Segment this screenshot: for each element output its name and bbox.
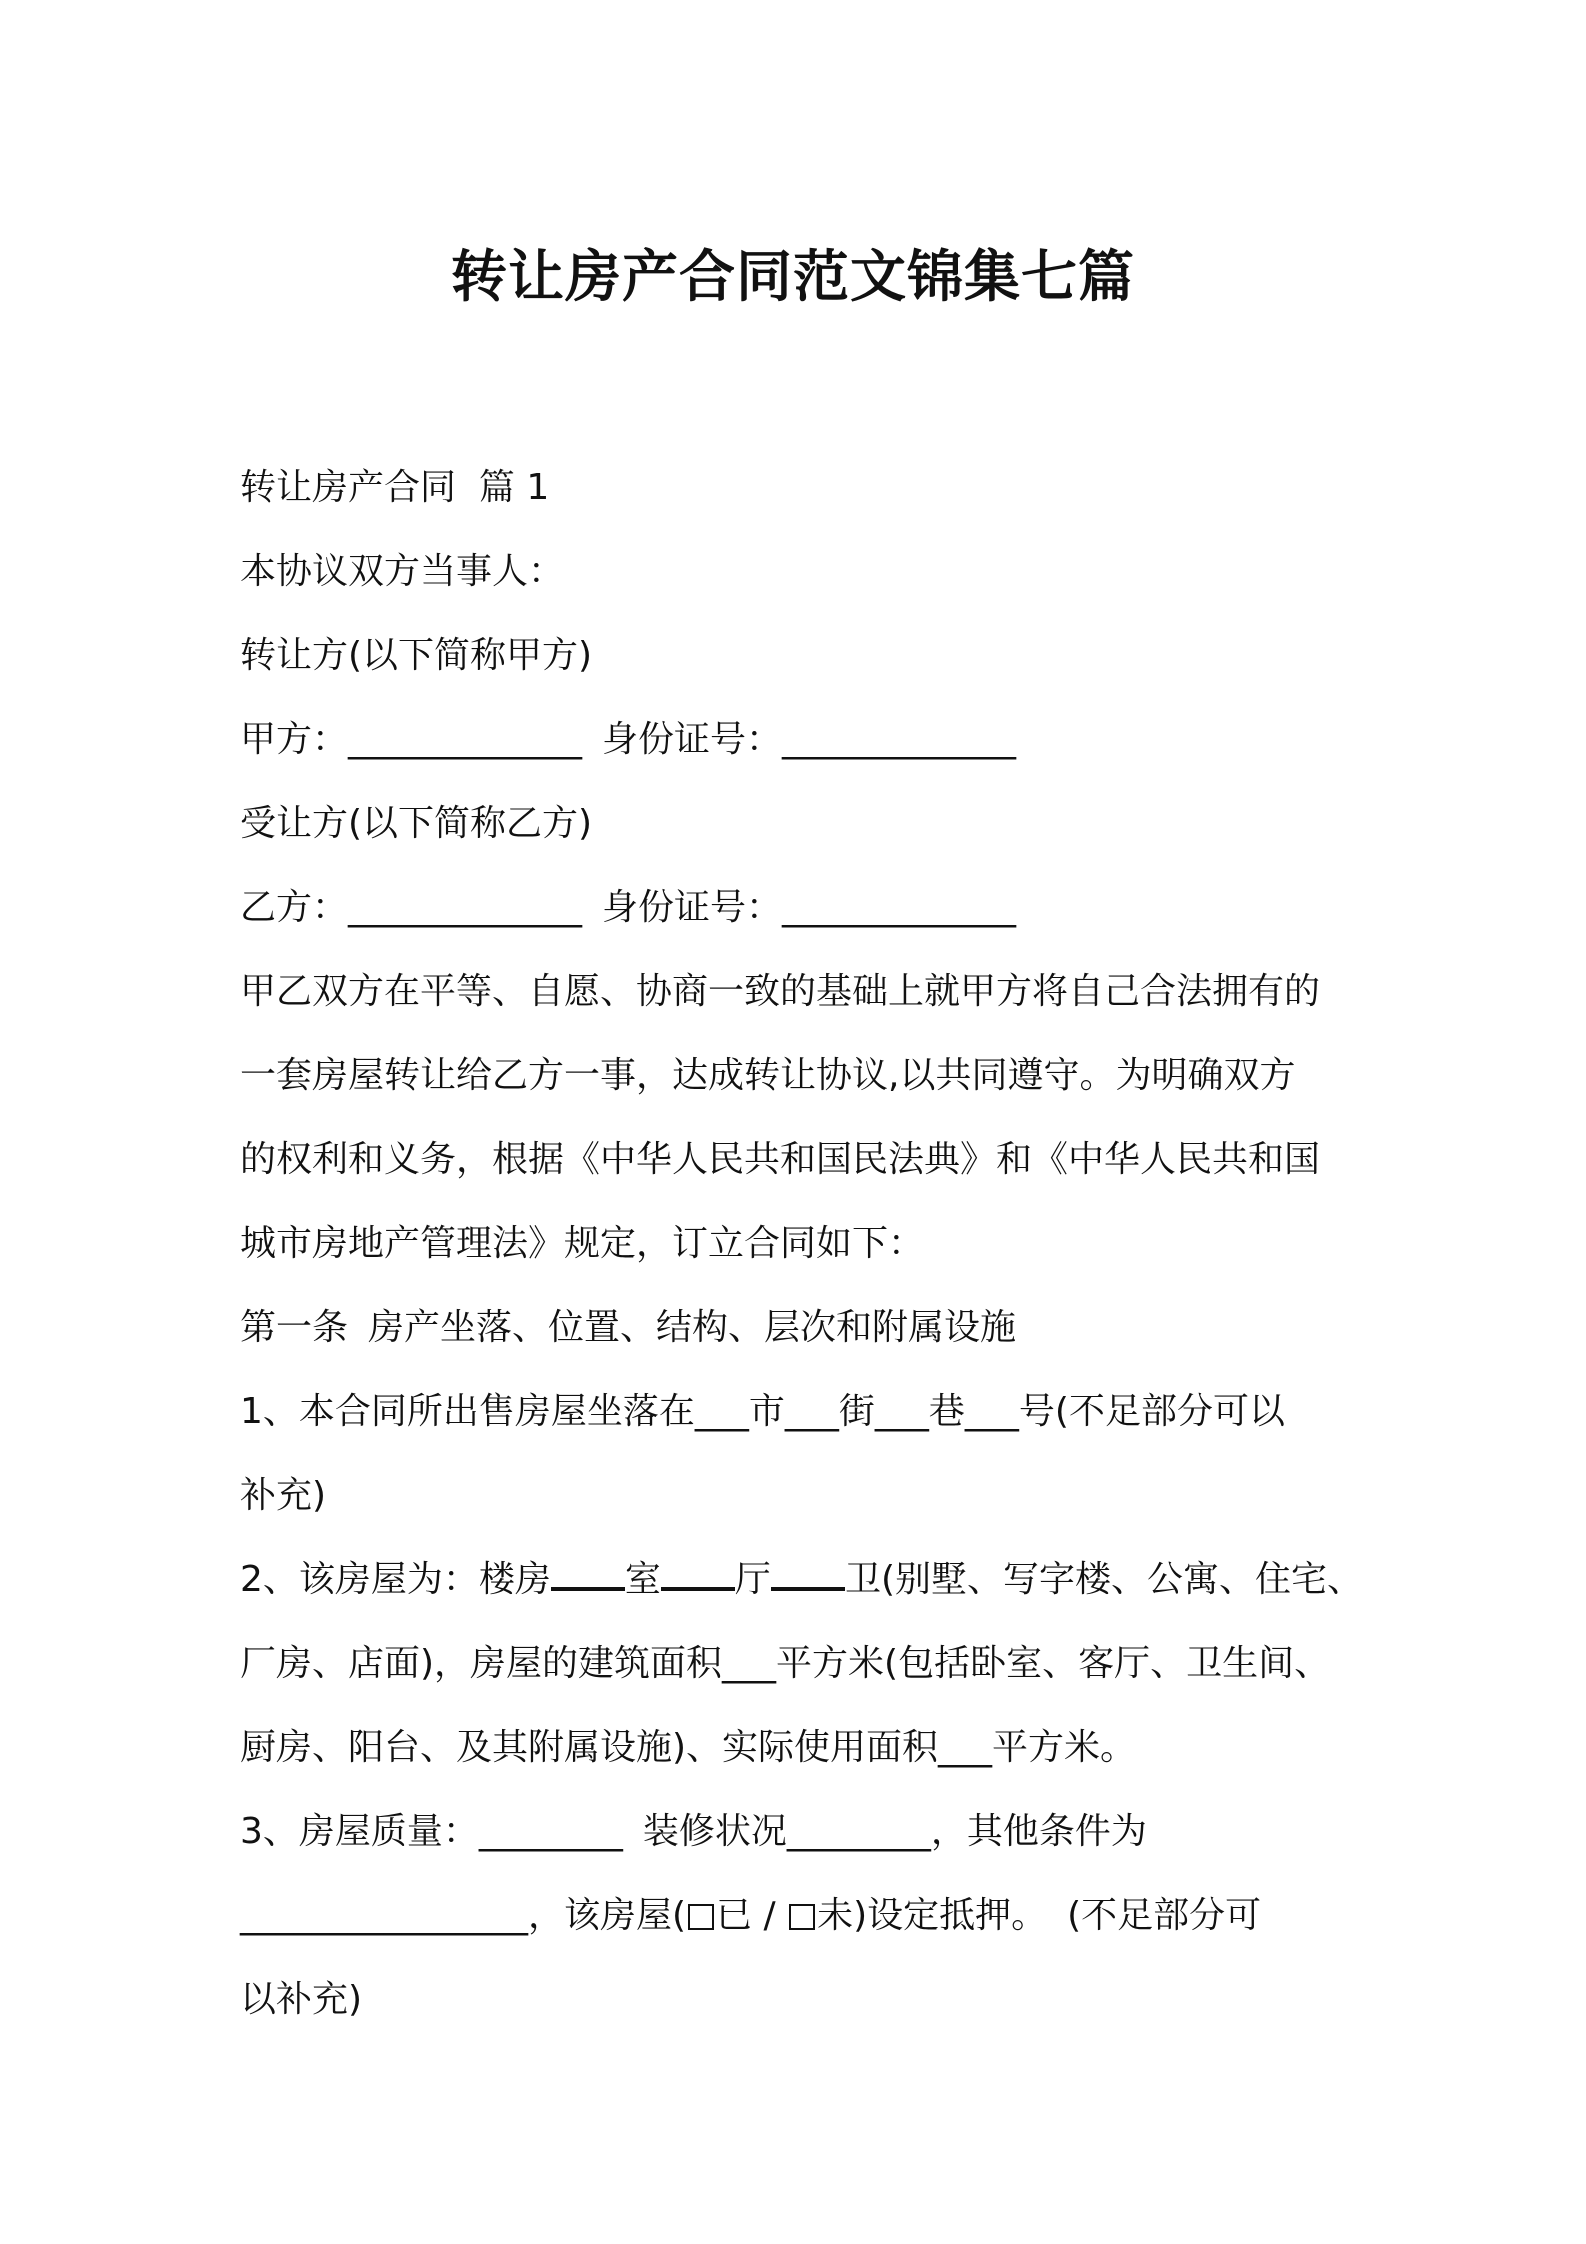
party-a-id-blank: _____________	[782, 719, 1017, 760]
document-body	[240, 446, 1363, 2042]
clause-2-bath: 卫(别墅、写字楼、公寓、住宅、	[844, 1559, 1363, 1600]
clause-3-line-1	[240, 1790, 1360, 1874]
hall-count-blank	[661, 1561, 735, 1591]
party-a-name-blank: _____________	[348, 719, 583, 760]
transferor-intro: 转让方(以下简称甲方)	[240, 635, 593, 676]
parties-intro: 本协议双方当事人：	[240, 551, 565, 592]
mortgage-yes-label: 已	[716, 1895, 753, 1936]
party-b-line	[240, 866, 1360, 950]
clause-3-line-2-start: ________________，该房屋(	[240, 1895, 687, 1936]
party-b-id-label: 身份证号：	[602, 887, 783, 928]
clause-3-line-2	[240, 1874, 1360, 1958]
party-a-label: 甲方：	[240, 719, 349, 760]
clause-2-room: 室	[624, 1559, 661, 1600]
clause-3-line-2-end: )设定抵押。	[853, 1895, 1048, 1936]
bath-count-blank	[771, 1561, 845, 1591]
clause-3-quality: 3、房屋质量：________	[240, 1811, 623, 1852]
article-1-label: 第一条	[240, 1307, 349, 1348]
clause-1-line-2: 补充)	[240, 1475, 327, 1516]
article-1-title: 房产坐落、位置、结构、层次和附属设施	[368, 1307, 1017, 1348]
preamble-line-1: 甲乙双方在平等、自愿、协商一致的基础上就甲方将自己合法拥有的	[240, 971, 1321, 1012]
article-1-heading	[240, 1286, 1360, 1370]
clause-3-line-3: 以补充)	[240, 1979, 363, 2020]
mortgage-no-label: 未	[817, 1895, 854, 1936]
party-b-id-blank: _____________	[782, 887, 1017, 928]
transferee-intro: 受让方(以下简称乙方)	[240, 803, 593, 844]
mortgage-yes-checkbox	[688, 1904, 714, 1930]
document-title: 转让房产合同范文锦集七篇	[451, 245, 1135, 310]
clause-3-decoration: 装修状况________，其他条件为	[642, 1811, 1147, 1852]
clause-2-line-1	[240, 1538, 1363, 1622]
clause-3-supplement: (不足部分可	[1067, 1895, 1262, 1936]
section-heading: 转让房产合同 篇 1	[240, 467, 550, 508]
party-a-id-label: 身份证号：	[602, 719, 783, 760]
room-count-blank	[551, 1561, 625, 1591]
mortgage-no-checkbox	[789, 1904, 815, 1930]
clause-2-hall: 厅	[734, 1559, 771, 1600]
party-b-name-blank: _____________	[348, 887, 583, 928]
option-separator: /	[752, 1895, 788, 1936]
clause-2-line-3: 厨房、阳台、及其附属设施)、实际使用面积___平方米。	[240, 1727, 1137, 1768]
party-b-label: 乙方：	[240, 887, 349, 928]
preamble-line-4: 城市房地产管理法》规定，订立合同如下：	[240, 1223, 925, 1264]
preamble-line-3: 的权利和义务，根据《中华人民共和国民法典》和《中华人民共和国	[240, 1139, 1321, 1180]
party-a-line	[240, 698, 1360, 782]
clause-1-line-1: 1、本合同所出售房屋坐落在___市___街___巷___号(不足部分可以	[240, 1391, 1285, 1432]
clause-2-prefix: 2、该房屋为：楼房	[240, 1559, 551, 1600]
clause-2-line-2: 厂房、店面)，房屋的建筑面积___平方米(包括卧室、客厅、卫生间、	[240, 1643, 1331, 1684]
preamble-line-2: 一套房屋转让给乙方一事，达成转让协议,以共同遵守。为明确双方	[240, 1055, 1296, 1096]
